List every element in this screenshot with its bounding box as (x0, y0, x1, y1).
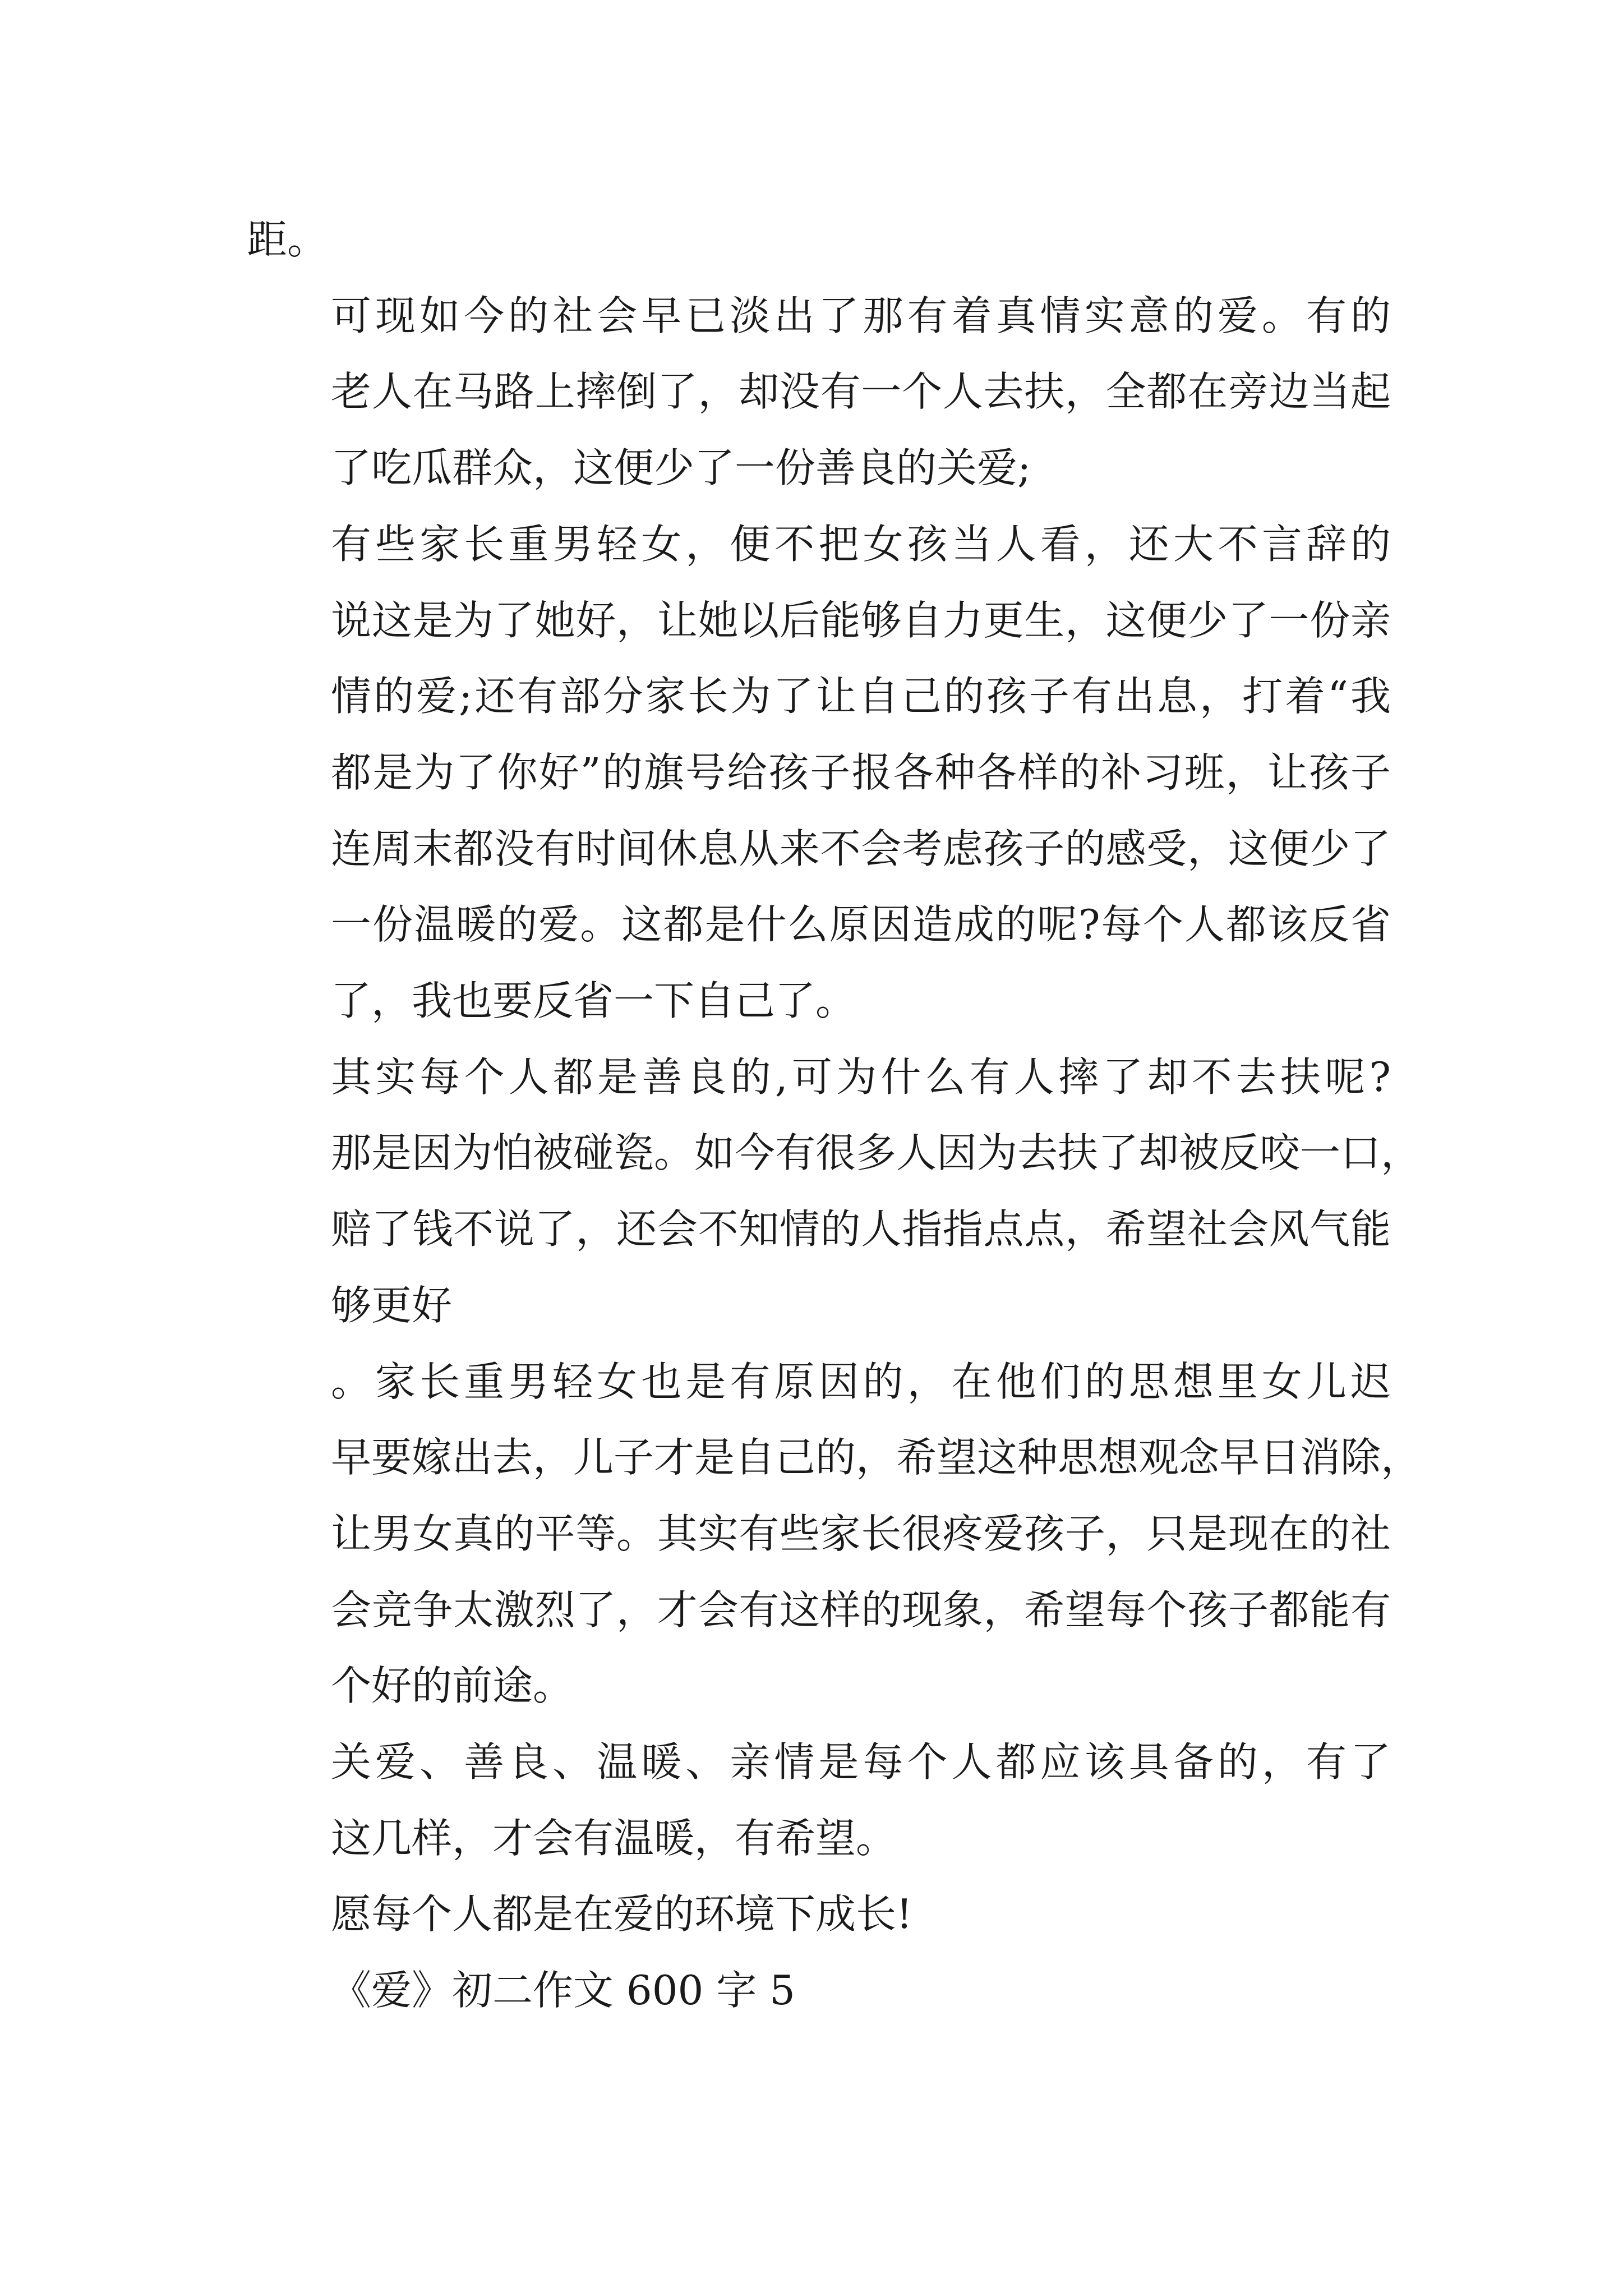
text-line: 赔了钱不说了，还会不知情的人指指点点，希望社会风气能 (331, 1205, 1391, 1253)
text-line: 早要嫁出去，儿子才是自己的，希望这种思想观念早日消除， (331, 1434, 1422, 1481)
paragraph-7 (247, 1876, 1391, 1953)
text-line: 够更好 (331, 1281, 453, 1329)
text-line: 让男女真的平等。其实有些家长很疼爱孩子，只是现在的社 (331, 1510, 1391, 1557)
text-line: 都是为了你好”的旗号给孩子报各种各样的补习班，让孩子 (331, 748, 1391, 796)
paragraph-6 (247, 1724, 1391, 1876)
text-line: 其实每个人都是善良的,可为什么有人摔了却不去扶呢? (331, 1053, 1391, 1101)
paragraph-4 (247, 1039, 1422, 1344)
text-line: 这几样，才会有温暖，有希望。 (331, 1814, 897, 1862)
text-line: 了，我也要反省一下自己了。 (331, 977, 856, 1025)
text-line: 会竞争太激烈了，才会有这样的现象，希望每个孩子都能有 (331, 1586, 1391, 1634)
text-line: 情的爱;还有部分家长为了让自己的孩子有出息，打着“我 (331, 673, 1391, 720)
text-line: 个好的前途。 (331, 1662, 574, 1710)
text-line: 可现如今的社会早已淡出了那有着真情实意的爱。有的 (331, 292, 1391, 339)
text-line: 那是因为怕被碰瓷。如今有很多人因为去扶了却被反咬一口， (331, 1129, 1422, 1177)
paragraph-3 (247, 507, 1391, 1039)
paragraph-1 (247, 202, 1391, 278)
essay-heading: 《爱》初二作文 600 字 5 (331, 1967, 795, 2014)
text-line: 愿每个人都是在爱的环境下成长! (331, 1890, 912, 1938)
text-line: 连周末都没有时间休息从来不会考虑孩子的感受，这便少了 (331, 825, 1391, 872)
paragraph-8-heading (247, 1953, 1391, 2029)
text-line: 距。 (247, 216, 328, 263)
text-line: 说这是为了她好，让她以后能够自力更生，这便少了一份亲 (331, 596, 1391, 644)
text-line: 。家长重男轻女也是有原因的，在他们的思想里女儿迟 (331, 1358, 1391, 1405)
paragraph-2 (247, 278, 1391, 507)
text-line: 有些家长重男轻女，便不把女孩当人看，还大不言辞的 (331, 520, 1391, 568)
text-line: 一份温暖的爱。这都是什么原因造成的呢?每个人都该反省 (331, 901, 1391, 949)
text-line: 关爱、善良、温暖、亲情是每个人都应该具备的，有了 (331, 1738, 1391, 1786)
text-line: 了吃瓜群众，这便少了一份善良的关爱; (331, 444, 1031, 492)
text-line: 老人在马路上摔倒了，却没有一个人去扶，全都在旁边当起 (331, 368, 1391, 416)
document-page (247, 202, 1422, 2029)
paragraph-5 (247, 1344, 1422, 1725)
